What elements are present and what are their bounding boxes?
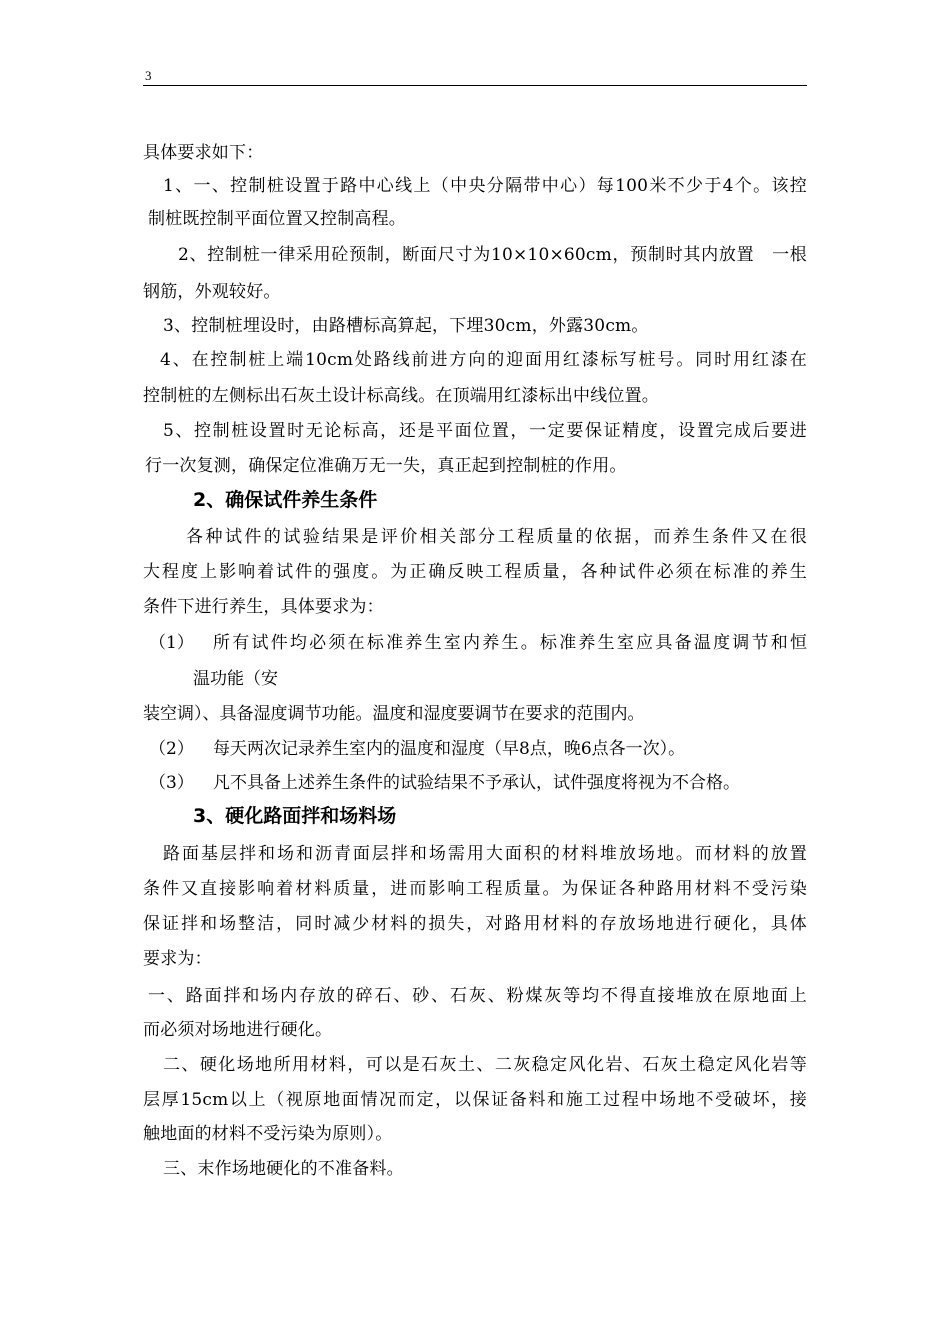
rule3-line: 三、末作场地硬化的不准备料。 — [163, 1159, 404, 1179]
req5-line1: 5、控制桩设置时无论标高，还是平面位置，一定要保证精度，设置完成后要进 — [163, 421, 807, 441]
intro-line: 具体要求如下： — [143, 143, 264, 163]
req1-line2: 制桩既控制平面位置又控制高程。 — [148, 209, 406, 229]
req5-line2: 行一次复测，确保定位准确万无一失，真正起到控制桩的作用。 — [145, 456, 627, 476]
page-number: 3 — [145, 68, 152, 83]
section2-para-line1: 各种试件的试验结果是评价相关部分工程质量的依据，而养生条件又在很 — [186, 527, 807, 547]
section3-para-line2: 条件又直接影响着材料质量，进而影响工程质量。为保证各种路用材料不受污染 — [143, 879, 807, 899]
section3-heading: 3、硬化路面拌和场料场 — [193, 805, 397, 827]
req2-line2: 钢筋，外观较好。 — [143, 282, 281, 302]
req4-line2: 控制桩的左侧标出石灰土设计标高线。在顶端用红漆标出中线位置。 — [143, 386, 659, 406]
req4-line1: 4、在控制桩上端10cm处路线前进方向的迎面用红漆标写桩号。同时用红漆在 — [160, 350, 807, 370]
req1-line1: 1、一、控制桩设置于路中心线上（中央分隔带中心）每100米不少于4个。该控 — [163, 176, 807, 196]
section2-para-line2: 大程度上影响着试件的强度。为正确反映工程质量，各种试件必须在标准的养生 — [143, 562, 807, 582]
item2-text: 每天两次记录养生室内的温度和湿度（早8点，晚6点各一次）。 — [213, 739, 686, 759]
section2-para-line3: 条件下进行养生，具体要求为： — [143, 597, 384, 617]
section3-para-line4: 要求为： — [143, 949, 212, 969]
item1-text-line3: 装空调）、具备湿度调节功能。温度和湿度要调节在要求的范围内。 — [143, 704, 645, 724]
section3-para-line1: 路面基层拌和场和沥青面层拌和场需用大面积的材料堆放场地。而材料的放置 — [163, 844, 807, 864]
item1-number: （1） — [149, 633, 194, 653]
req3-line: 3、控制桩埋设时，由路槽标高算起，下埋30cm，外露30cm。 — [163, 316, 649, 336]
section2-heading: 2、确保试件养生条件 — [193, 489, 378, 511]
rule2-line2: 层厚15cm以上（视原地面情况而定，以保证备料和施工过程中场地不受破坏，接 — [143, 1090, 807, 1110]
section3-para-line3: 保证拌和场整洁，同时减少材料的损失，对路用材料的存放场地进行硬化，具体 — [143, 914, 807, 934]
rule2-line3: 触地面的材料不受污染为原则）。 — [143, 1124, 393, 1144]
rule1-line2: 而必须对场地进行硬化。 — [143, 1020, 333, 1040]
item2-number: （2） — [149, 739, 194, 759]
rule1-line1: 一、路面拌和场内存放的碎石、砂、石灰、粉煤灰等均不得直接堆放在原地面上 — [148, 986, 807, 1006]
item1-text: 所有试件均必须在标准养生室内养生。标准养生室应具备温度调节和恒 — [213, 633, 807, 653]
header-divider — [143, 85, 807, 86]
req2-line1: 2、控制桩一律采用砼预制，断面尺寸为10×10×60cm，预制时其内放置 一根 — [178, 245, 807, 265]
item3-number: （3） — [149, 773, 194, 793]
item3-text: 凡不具备上述养生条件的试验结果不予承认，试件强度将视为不合格。 — [213, 773, 740, 793]
item1-text-line2: 温功能（安 — [193, 669, 278, 689]
rule2-line1: 二、硬化场地所用材料，可以是石灰土、二灰稳定风化岩、石灰土稳定风化岩等 — [163, 1055, 807, 1075]
